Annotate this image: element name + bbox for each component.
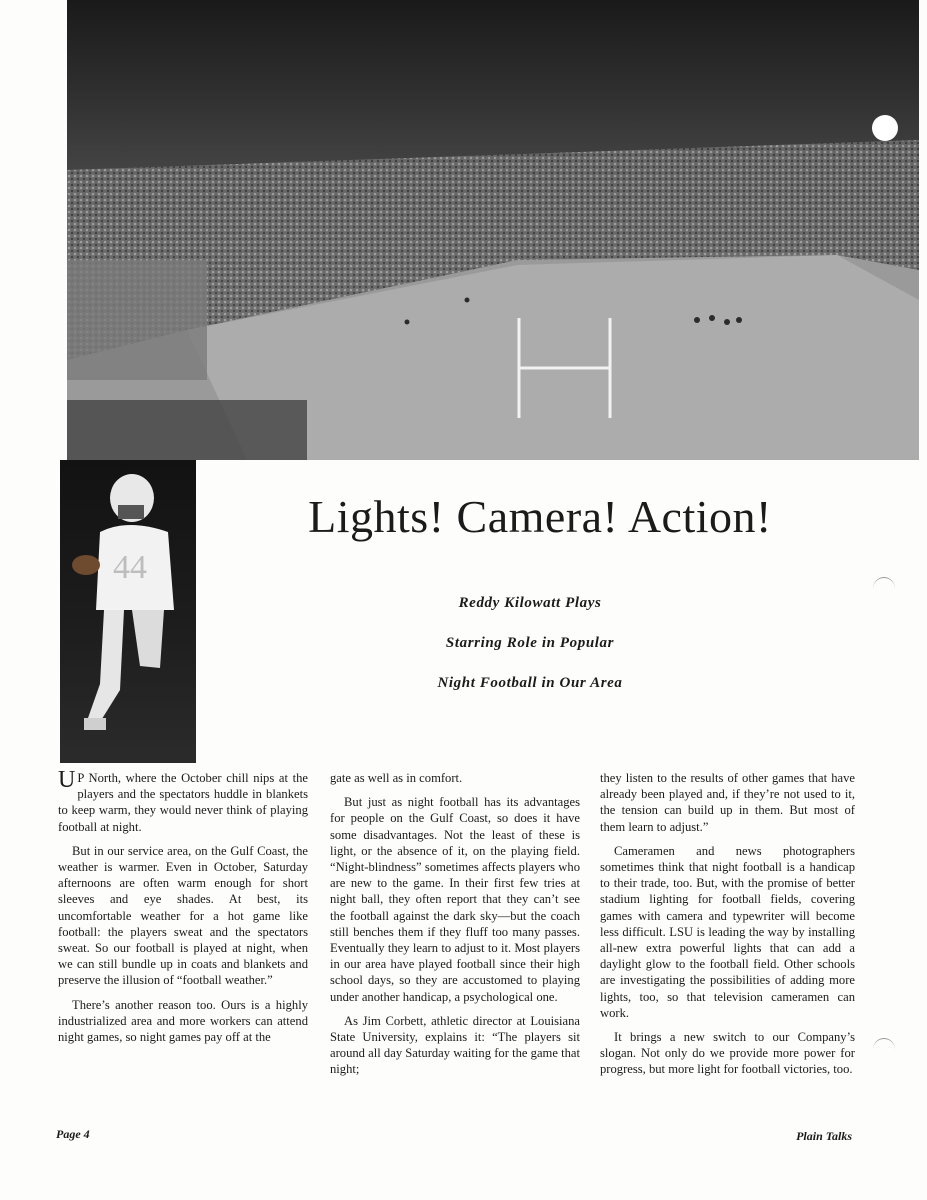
text-column-1: [58, 767, 308, 1053]
paragraph: Cameramen and news photographers sometimes think that night football is a handicap to their trade, too. But, with the promise of better stadium lighting for football fields, covering games with camera and typewriter will become less difficult. LSU is leading the way by installing all-new extra powerful lights that can add a daylight glow to the football field. Other schools are investigating the possibilities of adding more lights, too, so that television cameramen can work.: [600, 843, 855, 1020]
stadium-illustration: [67, 0, 919, 460]
paragraph: But just as night football has its advantages for people on the Gulf Coast, so does it have some disadvantages. Not the least of these is light, or the absence of it, on the playing field. “Night-blindness” sometimes affects players who are new to the game. In their first few tries at night ball, they often report that they can’t see the football against the dark sky—but the coach still benches them if they fluff too many passes. Eventually they learn to adjust to it. Most players in our area have played football since their high school days, so they are accustomed to playing under another handicap, a psychological one.: [330, 795, 580, 1004]
paragraph: It brings a new switch to our Company’s slogan. Not only do we provide more power for progress, but more light for football victories, too.: [600, 1030, 855, 1077]
subtitle-line: Starring Role in Popular: [445, 635, 615, 651]
paragraph: gate as well as in comfort.: [330, 771, 463, 785]
binder-hole-mark: [873, 577, 895, 600]
binder-hole-mark: [873, 1038, 895, 1061]
player-illustration: [60, 460, 196, 763]
text-column-2: [330, 770, 580, 1086]
stadium-photo: [67, 0, 919, 460]
paragraph: As Jim Corbett, athletic director at Louisiana State University, explains it: “The players sit around all day Saturday waiting for the game that night;: [330, 1013, 580, 1077]
article-subtitle: [330, 583, 730, 703]
publication-name: Plain Talks: [796, 1129, 852, 1143]
subtitle-line: Night Football in Our Area: [437, 675, 623, 691]
subtitle-line: Reddy Kilowatt Plays: [458, 595, 602, 611]
text-column-3: [600, 770, 855, 1086]
football-player-photo: [60, 460, 196, 763]
article-title: Lights! Camera! Action!: [308, 491, 772, 542]
paragraph: But in our service area, on the Gulf Coast, the weather is warmer. Even in October, Saturday afternoons are often warm enough for short sleeves and eye shades. At best, its uncomfortable weather for a hot game like football: the players sweat and the spectators sweat. So our football is played at night, when we can still bundle up in coats and blankets and preserve the illusion of “football weather.”: [58, 843, 308, 988]
paragraph-text: P North, where the October chill nips at the players and the spectators huddle in blankets to keep warm, they would never think of playing football at night.: [58, 771, 308, 834]
page-number: Page 4: [56, 1127, 90, 1141]
jersey-number: 44: [113, 549, 147, 586]
paragraph: There’s another reason too. Ours is a highly industrialized area and more workers can attend night games, so night games pay off at the: [58, 997, 308, 1045]
drop-cap: U: [58, 767, 76, 793]
paragraph: they listen to the results of other games that have already been played and, if they’re not used to it, the tension can build up in them. But most of them learn to adjust.”: [600, 771, 855, 834]
paragraph: [58, 767, 308, 835]
